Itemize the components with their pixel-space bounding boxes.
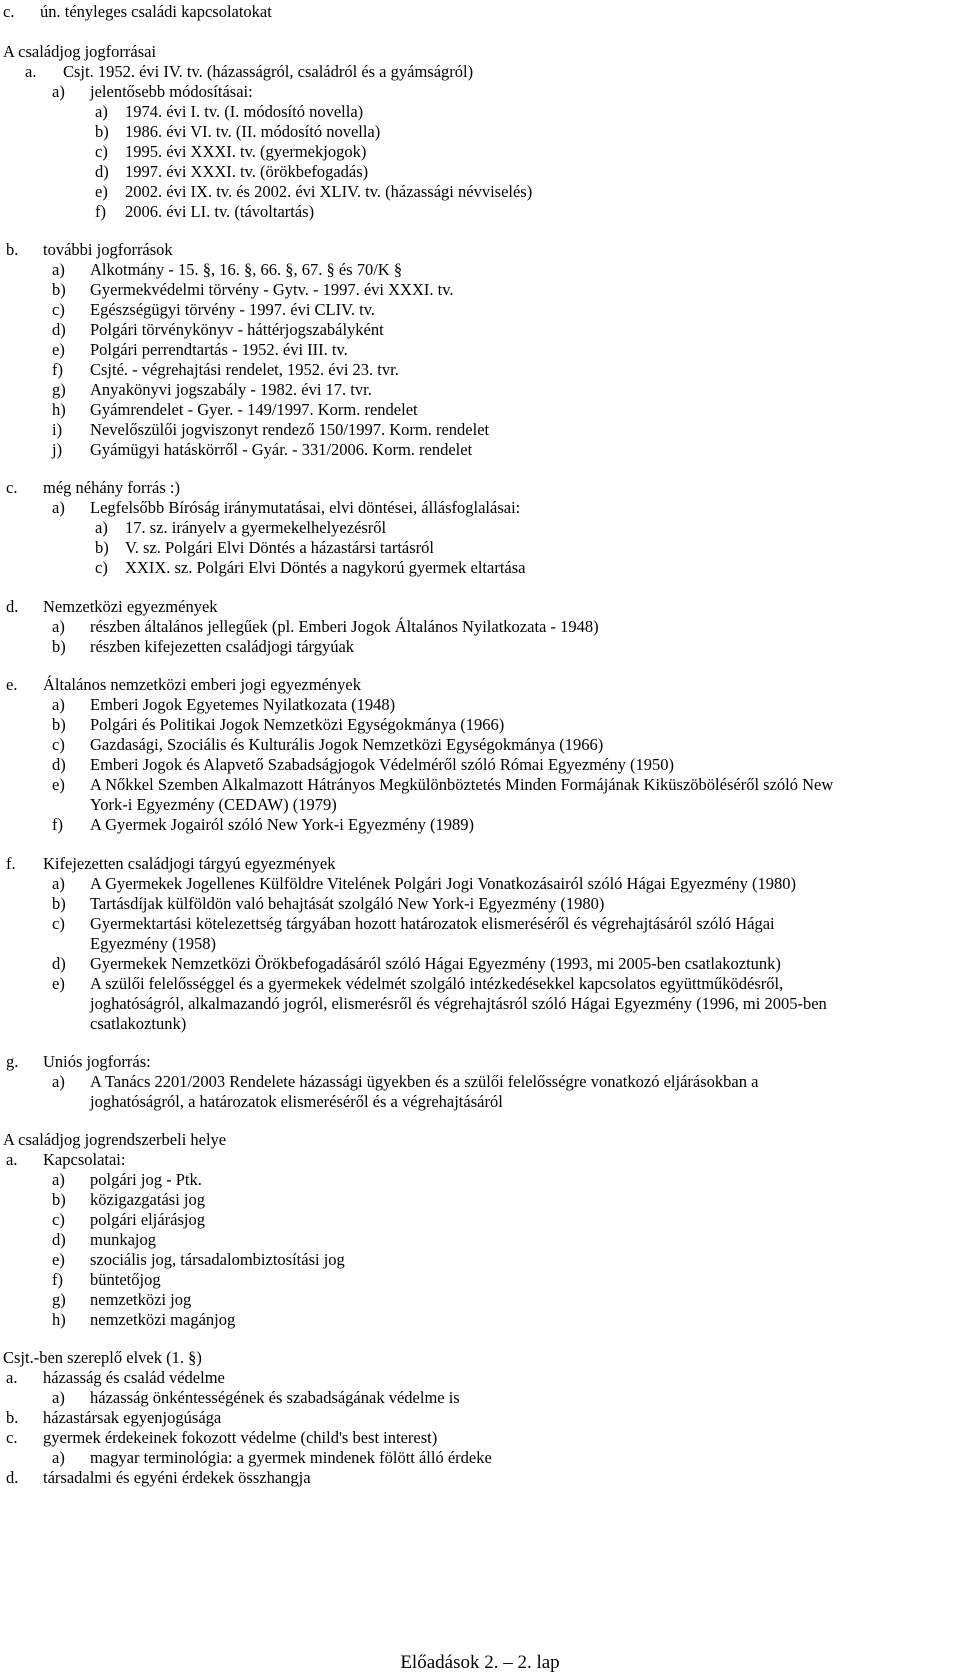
list-item-text: házastársak egyenjogúsága <box>43 1408 222 1427</box>
list-item-text: V. sz. Polgári Elvi Döntés a házastársi tartásról <box>125 538 434 557</box>
list-marker: b) <box>52 280 66 299</box>
list-item-text: munkajog <box>90 1230 156 1249</box>
heading-text: joghatóságról, alkalmazandó jogról, elismerésről és végrehajtásról szóló Hágai Egyezmény (1996, mi 2005-ben <box>90 994 827 1013</box>
list-item-text: Kifejezetten családjogi tárgyú egyezmények <box>43 854 336 873</box>
list-marker: e) <box>95 182 108 201</box>
list-marker: c) <box>95 142 108 161</box>
list-item-text: A Tanács 2201/2003 Rendelete házassági ügyekben és a szülői felelősségre vonatkozó eljárásokban a <box>90 1072 759 1091</box>
list-marker: c) <box>52 1210 65 1229</box>
list-marker: c. <box>6 1428 18 1447</box>
list-item-text: Csjté. - végrehajtási rendelet, 1952. évi 23. tvr. <box>90 360 399 379</box>
list-item-text: Uniós jogforrás: <box>43 1052 151 1071</box>
heading-text: Csjt.-ben szereplő elvek (1. §) <box>3 1348 202 1367</box>
list-marker: b) <box>52 894 66 913</box>
list-marker: f) <box>52 1270 63 1289</box>
heading-text: A családjog jogrendszerbeli helye <box>3 1130 227 1149</box>
list-item-text: közigazgatási jog <box>90 1190 206 1209</box>
list-item-text: részben általános jellegűek (pl. Emberi Jogok Általános Nyilatkozata - 1948) <box>90 617 599 636</box>
list-marker: d) <box>52 954 66 973</box>
list-item-text: nemzetközi magánjog <box>90 1310 236 1329</box>
list-marker: a. <box>6 1368 18 1387</box>
list-marker: a) <box>52 617 65 636</box>
list-item-text: Anyakönyvi jogszabály - 1982. évi 17. tvr. <box>90 380 372 399</box>
list-item-text: gyermek érdekeinek fokozott védelme (child's best interest) <box>43 1428 438 1447</box>
list-item-text: részben kifejezetten családjogi tárgyúak <box>90 637 355 656</box>
list-item-text: Emberi Jogok és Alapvető Szabadságjogok Védelméről szóló Római Egyezmény (1950) <box>90 755 674 774</box>
list-marker: a) <box>95 518 108 537</box>
list-marker: a) <box>95 102 108 121</box>
list-item-text: büntetőjog <box>90 1270 161 1289</box>
list-item-text: Gyámügyi hatáskörről - Gyár. - 331/2006. Korm. rendelet <box>90 440 473 459</box>
list-marker: b) <box>95 122 109 141</box>
list-marker: g) <box>52 1290 66 1309</box>
list-marker: b. <box>6 240 19 259</box>
list-marker: e. <box>6 675 18 694</box>
list-marker: c) <box>52 300 65 319</box>
list-item-text: nemzetközi jog <box>90 1290 192 1309</box>
list-item-text: további jogforrások <box>43 240 173 259</box>
heading-text: joghatóságról, a határozatok elismeréséről és a végrehajtásáról <box>90 1092 503 1111</box>
list-marker: a) <box>52 498 65 517</box>
list-marker: d) <box>52 1230 66 1249</box>
list-marker: a) <box>52 695 65 714</box>
heading-text: York-i Egyezmény (CEDAW) (1979) <box>90 795 337 814</box>
list-item-text: XXIX. sz. Polgári Elvi Döntés a nagykorú gyermek eltartása <box>125 558 526 577</box>
list-marker: h) <box>52 400 66 419</box>
list-item-text: A Nőkkel Szemben Alkalmazott Hátrányos Megkülönböztetés Minden Formájának Kiküszöböléséről szóló New <box>90 775 834 794</box>
list-item-text: Legfelsőbb Bíróság iránymutatásai, elvi döntései, állásfoglalásai: <box>90 498 521 517</box>
list-marker: d) <box>52 320 66 339</box>
list-item-text: házasság és család védelme <box>43 1368 225 1387</box>
list-item-text: Polgári törvénykönyv - háttérjogszabályként <box>90 320 384 339</box>
list-marker: e) <box>52 974 65 993</box>
list-item-text: házasság önkéntességének és szabadságának védelme is <box>90 1388 460 1407</box>
list-item-text: Emberi Jogok Egyetemes Nyilatkozata (1948) <box>90 695 396 714</box>
list-marker: i) <box>52 420 63 439</box>
list-item-text: 2006. évi LI. tv. (távoltartás) <box>125 202 315 221</box>
list-item-text: Gyermektartási kötelezettség tárgyában hozott határozatok elismeréséről és végrehajtásáról szóló Hágai <box>90 914 775 933</box>
list-item-text: Általános nemzetközi emberi jogi egyezmények <box>43 675 361 694</box>
list-item-text: 1997. évi XXXI. tv. (örökbefogadás) <box>125 162 369 181</box>
page-footer: Előadások 2. – 2. lap <box>400 1652 560 1673</box>
list-item-text: Tartásdíjak külföldön való behajtását szolgáló New York-i Egyezmény (1980) <box>90 894 605 913</box>
list-marker: a) <box>52 1072 65 1091</box>
list-marker: c. <box>3 2 15 21</box>
list-marker: j) <box>52 440 63 459</box>
list-item-text: 2002. évi IX. tv. és 2002. évi XLIV. tv. (házassági névviselés) <box>125 182 533 201</box>
list-item-text: Kapcsolatai: <box>43 1150 126 1169</box>
list-marker: c) <box>52 735 65 754</box>
list-marker: f. <box>6 854 16 873</box>
list-item-text: még néhány forrás :) <box>43 478 180 497</box>
list-item-text: A Gyermekek Jogellenes Külföldre Vitelének Polgári Jogi Vonatkozásairól szóló Hágai Egyezmény (1980) <box>90 874 797 893</box>
list-marker: a) <box>52 1448 65 1467</box>
list-marker: f) <box>52 815 63 834</box>
list-item-text: A Gyermek Jogairól szóló New York-i Egyezmény (1989) <box>90 815 475 834</box>
list-item-text: polgári eljárásjog <box>90 1210 206 1229</box>
list-marker: g) <box>52 380 66 399</box>
list-item-text: Polgári és Politikai Jogok Nemzetközi Egységokmánya (1966) <box>90 715 505 734</box>
list-marker: c) <box>95 558 108 577</box>
list-item-text: Polgári perrendtartás - 1952. évi III. tv. <box>90 340 348 359</box>
list-item-text: polgári jog - Ptk. <box>90 1170 202 1189</box>
list-item-text: Nemzetközi egyezmények <box>43 597 218 616</box>
list-marker: b) <box>52 715 66 734</box>
list-item-text: Gyermekvédelmi törvény - Gytv. - 1997. évi XXXI. tv. <box>90 280 454 299</box>
list-marker: e) <box>52 1250 65 1269</box>
list-item-text: Egészségügyi törvény - 1997. évi CLIV. tv. <box>90 300 376 319</box>
list-item-text: Gazdasági, Szociális és Kulturális Jogok Nemzetközi Egységokmánya (1966) <box>90 735 604 754</box>
list-item-text: társadalmi és egyéni érdekek összhangja <box>43 1468 311 1487</box>
list-item-text: magyar terminológia: a gyermek mindenek fölött álló érdeke <box>90 1448 492 1467</box>
list-item-text: A szülői felelősséggel és a gyermekek védelmét szolgáló intézkedésekkel kapcsolatos együttműködésről, <box>90 974 784 993</box>
list-marker: a. <box>6 1150 18 1169</box>
list-marker: h) <box>52 1310 66 1329</box>
list-marker: a. <box>25 62 37 81</box>
list-marker: b) <box>52 1190 66 1209</box>
list-marker: d) <box>52 755 66 774</box>
list-item-text: 17. sz. irányelv a gyermekelhelyezésről <box>125 518 387 537</box>
list-item-text: Nevelőszülői jogviszonyt rendező 150/1997. Korm. rendelet <box>90 420 490 439</box>
list-item-text: 1986. évi VI. tv. (II. módosító novella) <box>125 122 381 141</box>
list-marker: f) <box>52 360 63 379</box>
list-item-text: Gyámrendelet - Gyer. - 149/1997. Korm. rendelet <box>90 400 418 419</box>
heading-text: A családjog jogforrásai <box>3 42 157 61</box>
heading-text: Egyezmény (1958) <box>90 934 216 953</box>
list-item-text: jelentősebb módosításai: <box>90 82 253 101</box>
list-marker: e) <box>52 775 65 794</box>
list-marker: a) <box>52 1388 65 1407</box>
list-marker: f) <box>95 202 106 221</box>
list-item-text: Alkotmány - 15. §, 16. §, 66. §, 67. § és 70/K § <box>90 260 403 279</box>
list-item-text: szociális jog, társadalombiztosítási jog <box>90 1250 345 1269</box>
list-item-text: ún. tényleges családi kapcsolatokat <box>40 2 272 21</box>
list-marker: c) <box>52 914 65 933</box>
list-marker: d. <box>6 597 19 616</box>
list-marker: b. <box>6 1408 19 1427</box>
list-item-text: Gyermekek Nemzetközi Örökbefogadásáról szóló Hágai Egyezmény (1993, mi 2005-ben csatlakoztunk) <box>90 954 781 973</box>
list-marker: a) <box>52 260 65 279</box>
list-marker: a) <box>52 874 65 893</box>
list-marker: b) <box>52 637 66 656</box>
list-item-text: 1974. évi I. tv. (I. módosító novella) <box>125 102 364 121</box>
list-item-text: Csjt. 1952. évi IV. tv. (házasságról, családról és a gyámságról) <box>63 62 474 81</box>
list-marker: g. <box>6 1052 19 1071</box>
list-marker: e) <box>52 340 65 359</box>
heading-text: csatlakoztunk) <box>90 1014 187 1033</box>
list-marker: a) <box>52 82 65 101</box>
list-marker: d. <box>6 1468 19 1487</box>
list-marker: b) <box>95 538 109 557</box>
list-marker: d) <box>95 162 109 181</box>
list-item-text: 1995. évi XXXI. tv. (gyermekjogok) <box>125 142 367 161</box>
list-marker: a) <box>52 1170 65 1189</box>
list-marker: c. <box>6 478 18 497</box>
